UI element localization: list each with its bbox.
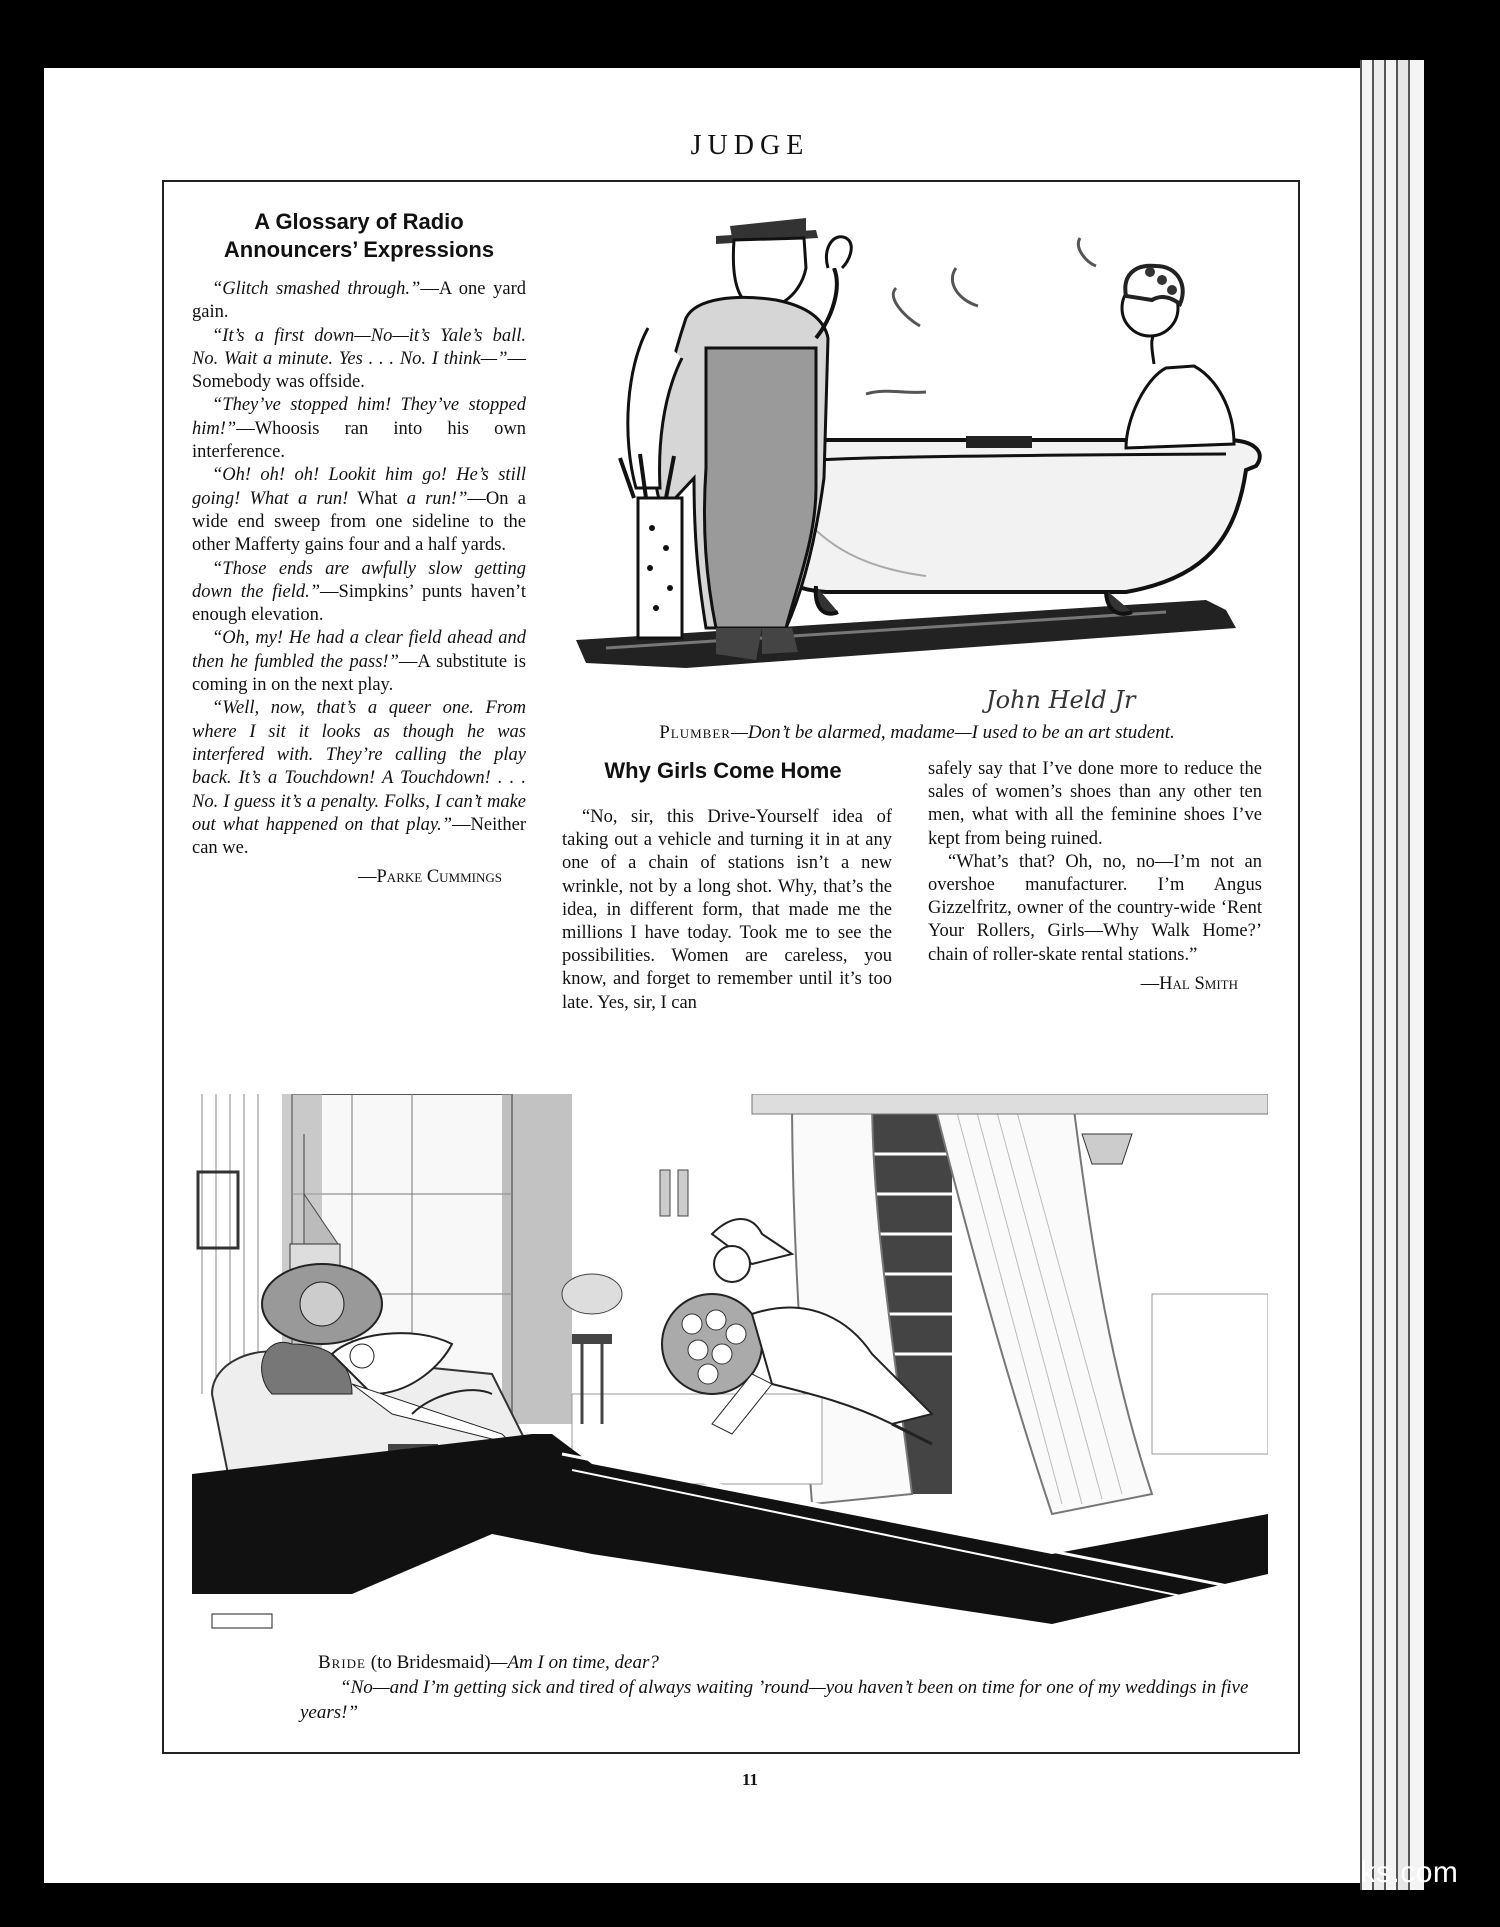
girls-article-signature: —Hal Smith xyxy=(1140,973,1238,994)
cartoon1-caption: Plumber—Don’t be alarmed, madame—I used to be an art student. xyxy=(659,722,1175,743)
glossary-signature: —Parke Cummings xyxy=(358,867,502,888)
girls-article-title: Why Girls Come Home xyxy=(604,758,842,783)
girls-article-column-2: safely say that I’ve done more to reduce the sales of women’s shoes than any other ten men, what with all the feminine shoes I’ve kept from being ruined. “What’s that? Oh, no, no—I’m not an overshoe manufacturer. I’m Angus Gizzelfritz, owner of the country-wide ‘Rent Your Rollers, Girls—Why Walk Home?’ chain of roller-skate rental stations.” —Hal Smith xyxy=(928,758,1262,996)
page-stack-edges xyxy=(1360,60,1424,1890)
girls-article-column-1: “No, sir, this Drive-Yourself idea of taking out a vehicle and turning it in at any one of a chain of stations isn’t a new wrinkle, not by a long shot. Why, that’s the idea, in different form, that made me the millions I have today. Took me to see the possibilities. Women are careless, you know, and forget to remember until it’s too late. Yes, sir, I can xyxy=(562,807,892,1013)
page-number: 11 xyxy=(741,1770,759,1789)
glossary-paragraph: “Oh! oh! oh! Lookit him go! He’s still going! What a run! What a run!”—On a wide end sweep from one sideline to the other Mafferty gains four and a half yards. xyxy=(192,465,527,556)
cartoon2-caption-line1: Bride (to Bridesmaid)—Am I on time, dear? xyxy=(318,1652,659,1673)
glossary-paragraph: “Glitch smashed through.”—A one yard gain. xyxy=(192,279,526,323)
cartoon2-caption-line2: “No—and I’m getting sick and tired of always waiting ’round—you haven’t been on time for one of my weddings in five years!” xyxy=(300,1677,1249,1723)
glossary-paragraph: “They’ve stopped him! They’ve stopped him!”—Whoosis ran into his own interference. xyxy=(192,395,526,463)
bride-cartoon xyxy=(192,1094,1268,1642)
cartoon2-caption xyxy=(300,1650,1260,1725)
cartoon1-artist-signature: John Held Jr xyxy=(986,686,1136,714)
glossary-article xyxy=(192,208,526,890)
plumber-cartoon xyxy=(566,208,1266,720)
glossary-paragraph: “Oh, my! He had a clear field ahead and then he fumbled the pass!”—A substitute is coming in on the next play. xyxy=(192,628,526,696)
glossary-paragraph: “It’s a first down—No—it’s Yale’s ball. No. Wait a minute. Yes . . . No. I think—”—Somebody was offside. xyxy=(192,325,526,393)
glossary-paragraph: “Those ends are awfully slow getting down the field.”—Simpkins’ punts haven’t enough elevation. xyxy=(192,558,526,626)
glossary-paragraph: “Well, now, that’s a queer one. From where I sit it looks as though he was interfered with. They’re calling the play back. It’s a Touchdown! A Touchdown! . . . No. I guess it’s a penalty. Folks, I can’t make out what happened on that play.”—Neither can we. xyxy=(192,698,526,859)
masthead: JUDGE xyxy=(690,130,810,161)
watermark: comicbooks.com xyxy=(1228,1856,1459,1889)
glossary-title: A Glossary of Radio Announcers’ Expressions xyxy=(223,209,495,262)
